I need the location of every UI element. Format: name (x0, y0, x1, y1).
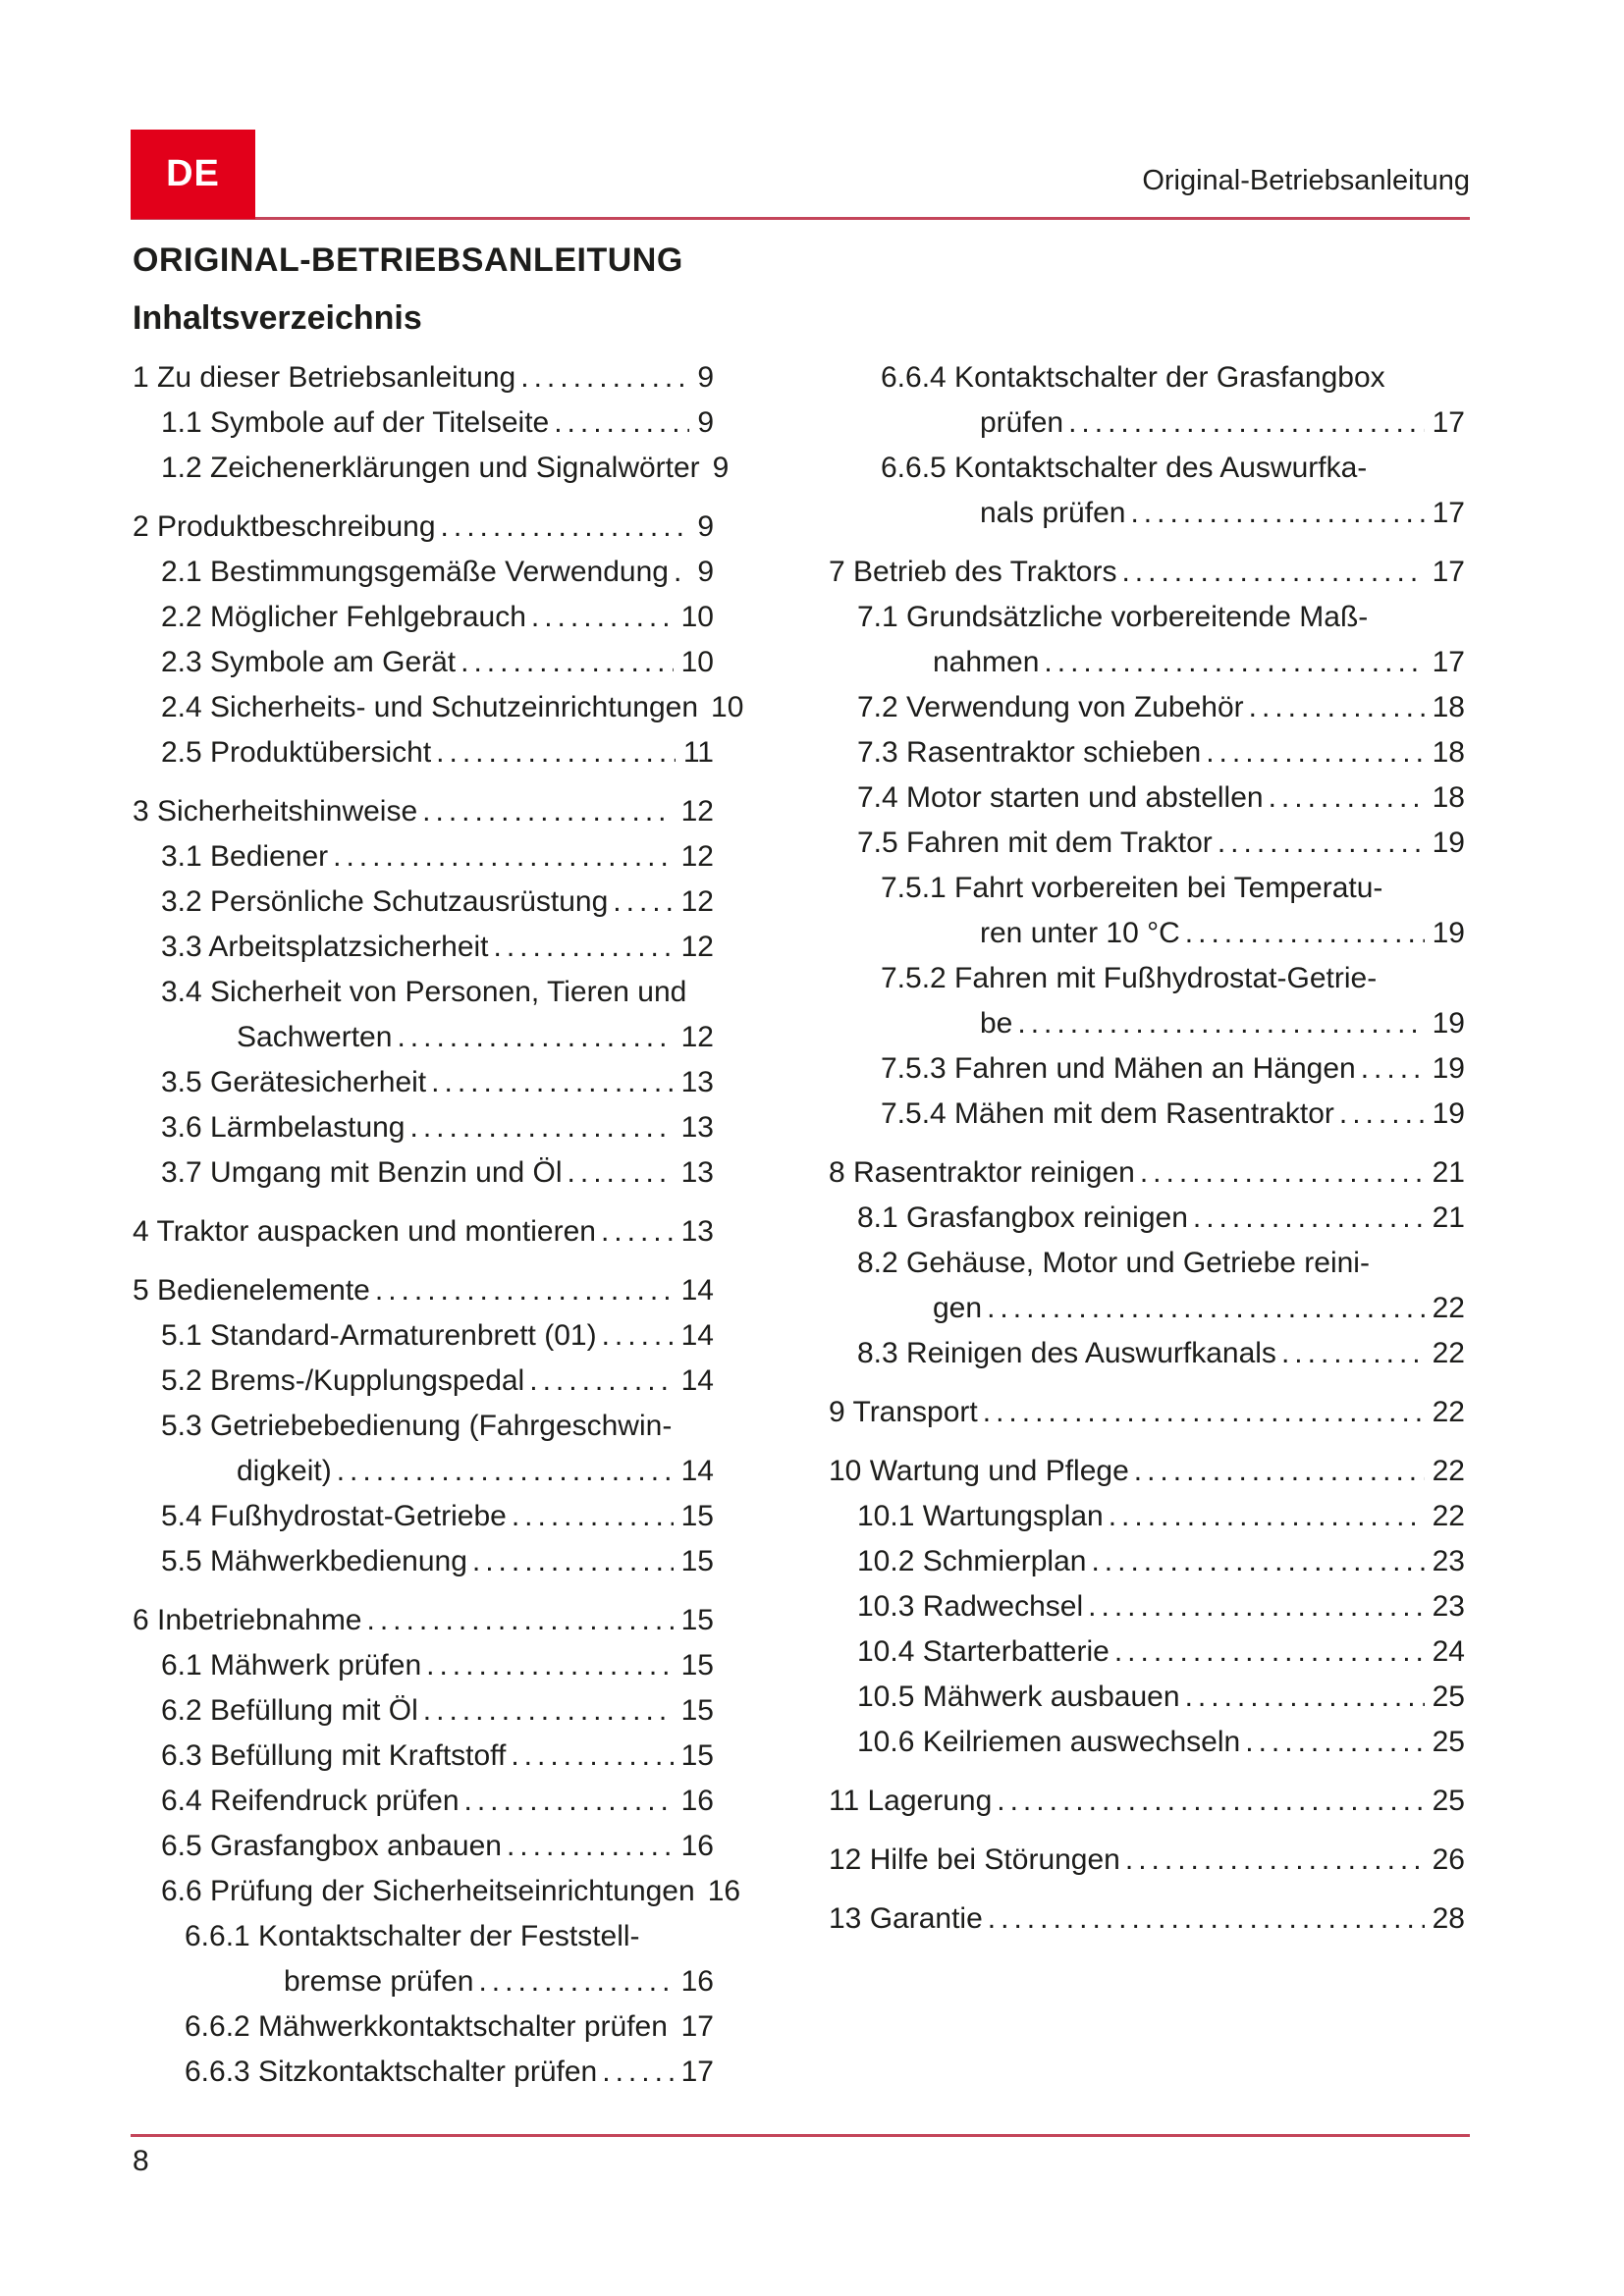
toc-entry-text: nals prüfen (980, 497, 1126, 529)
toc-entry-page: 24 (1432, 1635, 1465, 1668)
toc-dot-leader (601, 1209, 674, 1255)
toc-entry (133, 1734, 714, 1779)
toc-entry-page: 12 (680, 931, 714, 963)
toc-dot-leader (568, 1150, 674, 1196)
toc-entry-page: 10 (680, 646, 714, 678)
toc-entry-text: 5.5 Mähwerkbedienung (161, 1545, 467, 1577)
toc-entry-text: 13 Garantie (829, 1902, 983, 1935)
toc-entry-text: 10.3 Radwechsel (857, 1590, 1084, 1623)
toc-dot-leader (1245, 1720, 1424, 1765)
toc-entry (829, 1449, 1465, 1494)
toc-entry-text: 8.1 Grasfangbox reinigen (857, 1201, 1188, 1234)
toc-entry-text: 2.5 Produktübersicht (161, 736, 432, 769)
toc-entry (829, 1046, 1465, 1092)
toc-entry (829, 491, 1465, 536)
toc-dot-leader (1130, 491, 1424, 536)
toc-dot-leader (1185, 1675, 1425, 1720)
toc-entry (829, 400, 1465, 446)
toc-entry-text: 8.3 Reinigen des Auswurfkanals (857, 1337, 1276, 1369)
toc-entry-text: prüfen (980, 406, 1064, 439)
toc-entry-text: 10 Wartung und Pflege (829, 1455, 1129, 1487)
toc-entry-page: 10 (680, 601, 714, 633)
toc-dot-leader (1281, 1331, 1425, 1376)
toc-entry-page: 25 (1432, 1681, 1465, 1713)
toc-dot-leader (494, 925, 674, 970)
toc-entry (133, 1449, 714, 1494)
toc-entry (829, 1331, 1465, 1376)
toc-entry-page: 18 (1432, 691, 1465, 723)
toc-dot-leader (554, 400, 689, 446)
toc-entry (829, 550, 1465, 595)
toc-entry (133, 834, 714, 880)
toc-entry-text: be (980, 1007, 1013, 1040)
toc-entry-text: 11 Lagerung (829, 1785, 993, 1817)
toc-entry-text: 2.2 Möglicher Fehlgebrauch (161, 601, 526, 633)
toc-entry-text: 10.5 Mähwerk ausbauen (857, 1681, 1180, 1713)
toc-entry-text: 7.1 Grundsätzliche vorbereitende Maß- (857, 601, 1369, 633)
toc-entry-page: 13 (680, 1111, 714, 1144)
toc-dot-leader (375, 1268, 674, 1313)
toc-dot-leader (673, 2004, 674, 2050)
toc-entry-text: 8 Rasentraktor reinigen (829, 1156, 1135, 1189)
toc-entry-text: gen (933, 1292, 983, 1324)
toc-entry-page: 25 (1432, 1785, 1465, 1817)
toc-entry-text: 8.2 Gehäuse, Motor und Getriebe reini- (857, 1247, 1370, 1279)
toc-entry-text: 7.5.4 Mähen mit dem Rasentraktor (881, 1097, 1334, 1130)
toc-entry-page: 16 (680, 1965, 714, 1998)
toc-entry-page: 14 (680, 1319, 714, 1352)
toc-entry (133, 1643, 714, 1688)
toc-entry-text: 3 Sicherheitshinweise (133, 795, 418, 828)
toc-entry (133, 2004, 714, 2050)
toc-entry-text: 9 Transport (829, 1396, 978, 1428)
toc-entry-page: 28 (1432, 1902, 1465, 1935)
toc-dot-leader (1269, 775, 1425, 821)
toc-dot-leader (1249, 685, 1425, 730)
toc-entry-page: 15 (680, 1649, 714, 1682)
toc-dot-leader (410, 1105, 674, 1150)
toc-entry (133, 1539, 714, 1584)
toc-entry-page: 16 (707, 1875, 741, 1907)
toc-dot-leader (1121, 550, 1424, 595)
toc-entry (133, 925, 714, 970)
toc-dot-leader (1091, 1539, 1424, 1584)
toc-dot-leader (529, 1359, 673, 1404)
toc-entry-text: 1.1 Symbole auf der Titelseite (161, 406, 550, 439)
toc-entry (829, 1286, 1465, 1331)
toc-entry-page: 15 (680, 1545, 714, 1577)
toc-entry-text: 7.4 Motor starten und abstellen (857, 781, 1264, 814)
toc-entry-text: 7.5 Fahren mit dem Traktor (857, 827, 1213, 859)
toc-entry-page: 26 (1432, 1843, 1465, 1876)
toc-dot-leader (423, 1688, 674, 1734)
toc-entry-text: 6.6.4 Kontaktschalter der Grasfangbox (881, 361, 1385, 394)
toc-entry (829, 911, 1465, 956)
toc-entry-text: 5.1 Standard-Armaturenbrett (01) (161, 1319, 597, 1352)
toc-entry-page: 18 (1432, 781, 1465, 814)
toc-entry (133, 880, 714, 925)
toc-entry-text: 6.4 Reifendruck prüfen (161, 1785, 460, 1817)
toc-dot-leader (464, 1779, 674, 1824)
toc-entry-text: 6.6.3 Sitzkontaktschalter prüfen (185, 2056, 598, 2088)
toc-dot-leader (507, 1824, 674, 1869)
toc-entry (133, 355, 714, 400)
toc-entry (133, 595, 714, 640)
toc-entry-page: 18 (1432, 736, 1465, 769)
toc-entry (133, 1150, 714, 1196)
toc-dot-leader (1193, 1196, 1425, 1241)
toc-entry (829, 1675, 1465, 1720)
toc-entry-page: 23 (1432, 1545, 1465, 1577)
toc-entry-page: 17 (1432, 497, 1465, 529)
toc-entry-text: 5.3 Getriebebedienung (Fahrgeschwin- (161, 1410, 673, 1442)
toc-dot-leader (1134, 1449, 1425, 1494)
toc-entry (829, 1092, 1465, 1137)
toc-entry-text: ren unter 10 °C (980, 917, 1180, 949)
toc-entry-page: 22 (1432, 1396, 1465, 1428)
toc-entry-text: 7.2 Verwendung von Zubehör (857, 691, 1244, 723)
toc-entry-text: 2.1 Bestimmungsgemäße Verwendung (161, 556, 669, 588)
toc-entry (829, 730, 1465, 775)
toc-heading: Inhaltsverzeichnis (133, 299, 422, 337)
toc-entry (829, 595, 1465, 640)
toc-entry-text: 3.5 Gerätesicherheit (161, 1066, 427, 1098)
toc-entry-text: 10.2 Schmierplan (857, 1545, 1087, 1577)
toc-entry (133, 1598, 714, 1643)
toc-entry-text: 7.3 Rasentraktor schieben (857, 736, 1202, 769)
toc-entry (133, 1268, 714, 1313)
toc-entry (829, 821, 1465, 866)
toc-entry (829, 1838, 1465, 1883)
toc-entry (133, 400, 714, 446)
toc-dot-leader (1068, 400, 1425, 446)
toc-entry (829, 1150, 1465, 1196)
toc-dot-leader (983, 1390, 1425, 1435)
toc-entry-page: 12 (680, 840, 714, 873)
toc-entry-page: 12 (680, 1021, 714, 1053)
toc-entry-text: nahmen (933, 646, 1040, 678)
toc-column-right (829, 355, 1465, 1942)
toc-entry (133, 446, 730, 491)
toc-entry-page: 9 (712, 452, 730, 484)
language-badge-label: DE (166, 153, 220, 194)
toc-entry (829, 866, 1465, 911)
toc-entry-text: 6 Inbetriebnahme (133, 1604, 362, 1636)
toc-entry (133, 1914, 714, 1959)
toc-entry-page: 17 (1432, 646, 1465, 678)
toc-entry-text: 3.4 Sicherheit von Personen, Tieren und (161, 976, 687, 1008)
toc-dot-leader (511, 1734, 673, 1779)
toc-entry-page: 12 (680, 885, 714, 918)
toc-entry (829, 1494, 1465, 1539)
toc-entry (133, 1313, 714, 1359)
toc-entry-text: 12 Hilfe bei Störungen (829, 1843, 1120, 1876)
toc-dot-leader (1088, 1584, 1424, 1629)
toc-entry (829, 1196, 1465, 1241)
toc-dot-leader (478, 1959, 673, 2004)
toc-entry-text: 6.6.5 Kontaktschalter des Auswurfka- (881, 452, 1368, 484)
toc-entry (829, 1779, 1465, 1824)
toc-entry-page: 21 (1432, 1156, 1465, 1189)
toc-entry-page: 9 (697, 361, 714, 394)
toc-entry-page: 14 (680, 1455, 714, 1487)
page-number: 8 (133, 2145, 149, 2177)
toc-entry-page: 13 (680, 1156, 714, 1189)
toc-entry (133, 1779, 714, 1824)
toc-dot-leader (1206, 730, 1424, 775)
toc-entry-page: 22 (1432, 1292, 1465, 1324)
toc-entry (133, 1824, 714, 1869)
toc-entry-text: 6.6.1 Kontaktschalter der Feststell- (185, 1920, 640, 1952)
toc-entry-text: digkeit) (237, 1455, 332, 1487)
toc-entry (829, 956, 1465, 1001)
toc-entry-text: 3.3 Arbeitsplatzsicherheit (161, 931, 489, 963)
toc-entry (829, 1896, 1465, 1942)
toc-entry-text: 7.5.3 Fahren und Mähen an Hängen (881, 1052, 1356, 1085)
toc-entry-page: 14 (680, 1274, 714, 1307)
toc-entry-page: 9 (697, 556, 714, 588)
toc-dot-leader (472, 1539, 674, 1584)
toc-entry-page: 15 (680, 1604, 714, 1636)
toc-entry-page: 15 (680, 1500, 714, 1532)
toc-entry-text: 5.4 Fußhydrostat-Getriebe (161, 1500, 507, 1532)
toc-entry-text: 2 Produktbeschreibung (133, 510, 436, 543)
toc-entry-text: 3.1 Bediener (161, 840, 329, 873)
toc-entry-page: 25 (1432, 1726, 1465, 1758)
toc-dot-leader (987, 1286, 1425, 1331)
toc-entry (133, 1494, 714, 1539)
toc-dot-leader (520, 355, 689, 400)
toc-dot-leader (1114, 1629, 1425, 1675)
toc-entry-text: 1 Zu dieser Betriebsanleitung (133, 361, 516, 394)
toc-entry (829, 1001, 1465, 1046)
toc-dot-leader (431, 1060, 673, 1105)
toc-entry-text: 6.2 Befüllung mit Öl (161, 1694, 418, 1727)
toc-dot-leader (436, 730, 676, 775)
toc-dot-leader (337, 1449, 674, 1494)
toc-dot-leader (602, 2050, 673, 2095)
toc-dot-leader (512, 1494, 674, 1539)
toc-entry-text: 7.5.1 Fahrt vorbereiten bei Temperatu- (881, 872, 1383, 904)
footer-rule (131, 2134, 1470, 2137)
toc-dot-leader (997, 1779, 1424, 1824)
toc-entry-text: 6.6.2 Mähwerkkontaktschalter prüfen (185, 2010, 668, 2043)
toc-dot-leader (397, 1015, 673, 1060)
toc-entry-page: 23 (1432, 1590, 1465, 1623)
toc-dot-leader (426, 1643, 673, 1688)
toc-entry (829, 640, 1465, 685)
toc-entry (829, 1584, 1465, 1629)
toc-dot-leader (1044, 640, 1424, 685)
toc-entry-page: 17 (1432, 406, 1465, 439)
toc-column-left (133, 355, 744, 2095)
toc-dot-leader (674, 550, 689, 595)
toc-entry-page: 13 (680, 1215, 714, 1248)
toc-dot-leader (367, 1598, 674, 1643)
toc-entry (829, 775, 1465, 821)
toc-entry-page: 9 (697, 510, 714, 543)
toc-entry-page: 12 (680, 795, 714, 828)
toc-dot-leader (1339, 1092, 1425, 1137)
toc-dot-leader (1185, 911, 1425, 956)
toc-entry-text: 4 Traktor auspacken und montieren (133, 1215, 596, 1248)
toc-entry-page: 15 (680, 1739, 714, 1772)
toc-entry-page: 16 (680, 1785, 714, 1817)
toc-dot-leader (988, 1896, 1425, 1942)
toc-entry-page: 17 (680, 2010, 714, 2043)
toc-entry-page: 19 (1432, 1007, 1465, 1040)
toc-dot-leader (613, 880, 673, 925)
toc-entry-page: 16 (680, 1830, 714, 1862)
toc-entry-text: 7.5.2 Fahren mit Fußhydrostat-Getrie- (881, 962, 1378, 994)
language-badge (131, 130, 255, 219)
toc-entry-page: 11 (682, 736, 714, 769)
toc-entry (133, 1105, 714, 1150)
toc-dot-leader (333, 834, 673, 880)
toc-entry-page: 19 (1432, 1052, 1465, 1085)
toc-dot-leader (422, 789, 673, 834)
toc-entry-page: 14 (680, 1364, 714, 1397)
toc-entry-page: 17 (680, 2056, 714, 2088)
toc-dot-leader (1140, 1150, 1425, 1196)
toc-entry-page: 22 (1432, 1455, 1465, 1487)
toc-entry-text: 5 Bedienelemente (133, 1274, 370, 1307)
toc-entry-text: 7 Betrieb des Traktors (829, 556, 1117, 588)
toc-entry (133, 1404, 714, 1449)
toc-entry (133, 550, 714, 595)
toc-entry (133, 1869, 741, 1914)
toc-entry (133, 1060, 714, 1105)
toc-entry (133, 640, 714, 685)
toc-entry-text: Sachwerten (237, 1021, 393, 1053)
toc-entry-text: 3.7 Umgang mit Benzin und Öl (161, 1156, 563, 1189)
toc-entry-text: 2.4 Sicherheits- und Schutzeinrichtungen (161, 691, 699, 723)
toc-entry (133, 730, 714, 775)
toc-entry-page: 22 (1432, 1500, 1465, 1532)
toc-entry-page: 17 (1432, 556, 1465, 588)
running-header: Original-Betriebsanleitung (1142, 165, 1470, 196)
toc-entry (133, 1688, 714, 1734)
toc-entry (829, 355, 1465, 400)
toc-entry-text: 1.2 Zeichenerklärungen und Signalwörter (161, 452, 700, 484)
toc-dot-leader (531, 595, 674, 640)
toc-entry (829, 1241, 1465, 1286)
toc-dot-leader (602, 1313, 674, 1359)
toc-entry-text: 2.3 Symbole am Gerät (161, 646, 457, 678)
toc-dot-leader (1218, 821, 1425, 866)
toc-entry (829, 1629, 1465, 1675)
header-rule (131, 217, 1470, 220)
toc-entry (133, 1209, 714, 1255)
toc-entry-page: 19 (1432, 1097, 1465, 1130)
page-title: ORIGINAL-BETRIEBSANLEITUNG (133, 241, 683, 279)
toc-entry (829, 1390, 1465, 1435)
toc-entry (829, 446, 1465, 491)
toc-entry-text: 10.4 Starterbatterie (857, 1635, 1110, 1668)
toc-entry (829, 1720, 1465, 1765)
toc-entry-text: 6.5 Grasfangbox anbauen (161, 1830, 502, 1862)
toc-dot-leader (460, 640, 673, 685)
toc-entry (133, 1359, 714, 1404)
toc-entry-page: 15 (680, 1694, 714, 1727)
toc-entry-page: 13 (680, 1066, 714, 1098)
toc-dot-leader (1109, 1494, 1425, 1539)
toc-entry-text: 6.3 Befüllung mit Kraftstoff (161, 1739, 507, 1772)
toc-dot-leader (1017, 1001, 1424, 1046)
toc-entry (133, 685, 744, 730)
toc-dot-leader (1361, 1046, 1425, 1092)
toc-entry-page: 10 (711, 691, 744, 723)
toc-entry-text: 10.1 Wartungsplan (857, 1500, 1104, 1532)
toc-entry-text: 6.6 Prüfung der Sicherheitseinrichtungen (161, 1875, 695, 1907)
toc-entry-text: bremse prüfen (284, 1965, 474, 1998)
toc-entry (829, 1539, 1465, 1584)
toc-entry (133, 2050, 714, 2095)
toc-dot-leader (441, 505, 690, 550)
toc-entry-page: 21 (1432, 1201, 1465, 1234)
toc-dot-leader (1125, 1838, 1425, 1883)
toc-entry (829, 685, 1465, 730)
toc-entry (133, 505, 714, 550)
toc-entry-text: 10.6 Keilriemen auswechseln (857, 1726, 1241, 1758)
toc-entry (133, 789, 714, 834)
toc-entry-page: 19 (1432, 917, 1465, 949)
toc-entry-text: 3.6 Lärmbelastung (161, 1111, 406, 1144)
toc-entry (133, 970, 714, 1015)
toc-entry (133, 1959, 714, 2004)
toc-entry-text: 6.1 Mähwerk prüfen (161, 1649, 422, 1682)
toc-entry-text: 5.2 Brems-/Kupplungspedal (161, 1364, 525, 1397)
toc-entry-page: 22 (1432, 1337, 1465, 1369)
toc-entry (133, 1015, 714, 1060)
toc-entry-text: 3.2 Persönliche Schutzausrüstung (161, 885, 609, 918)
toc-entry-page: 9 (697, 406, 714, 439)
toc-entry-page: 19 (1432, 827, 1465, 859)
